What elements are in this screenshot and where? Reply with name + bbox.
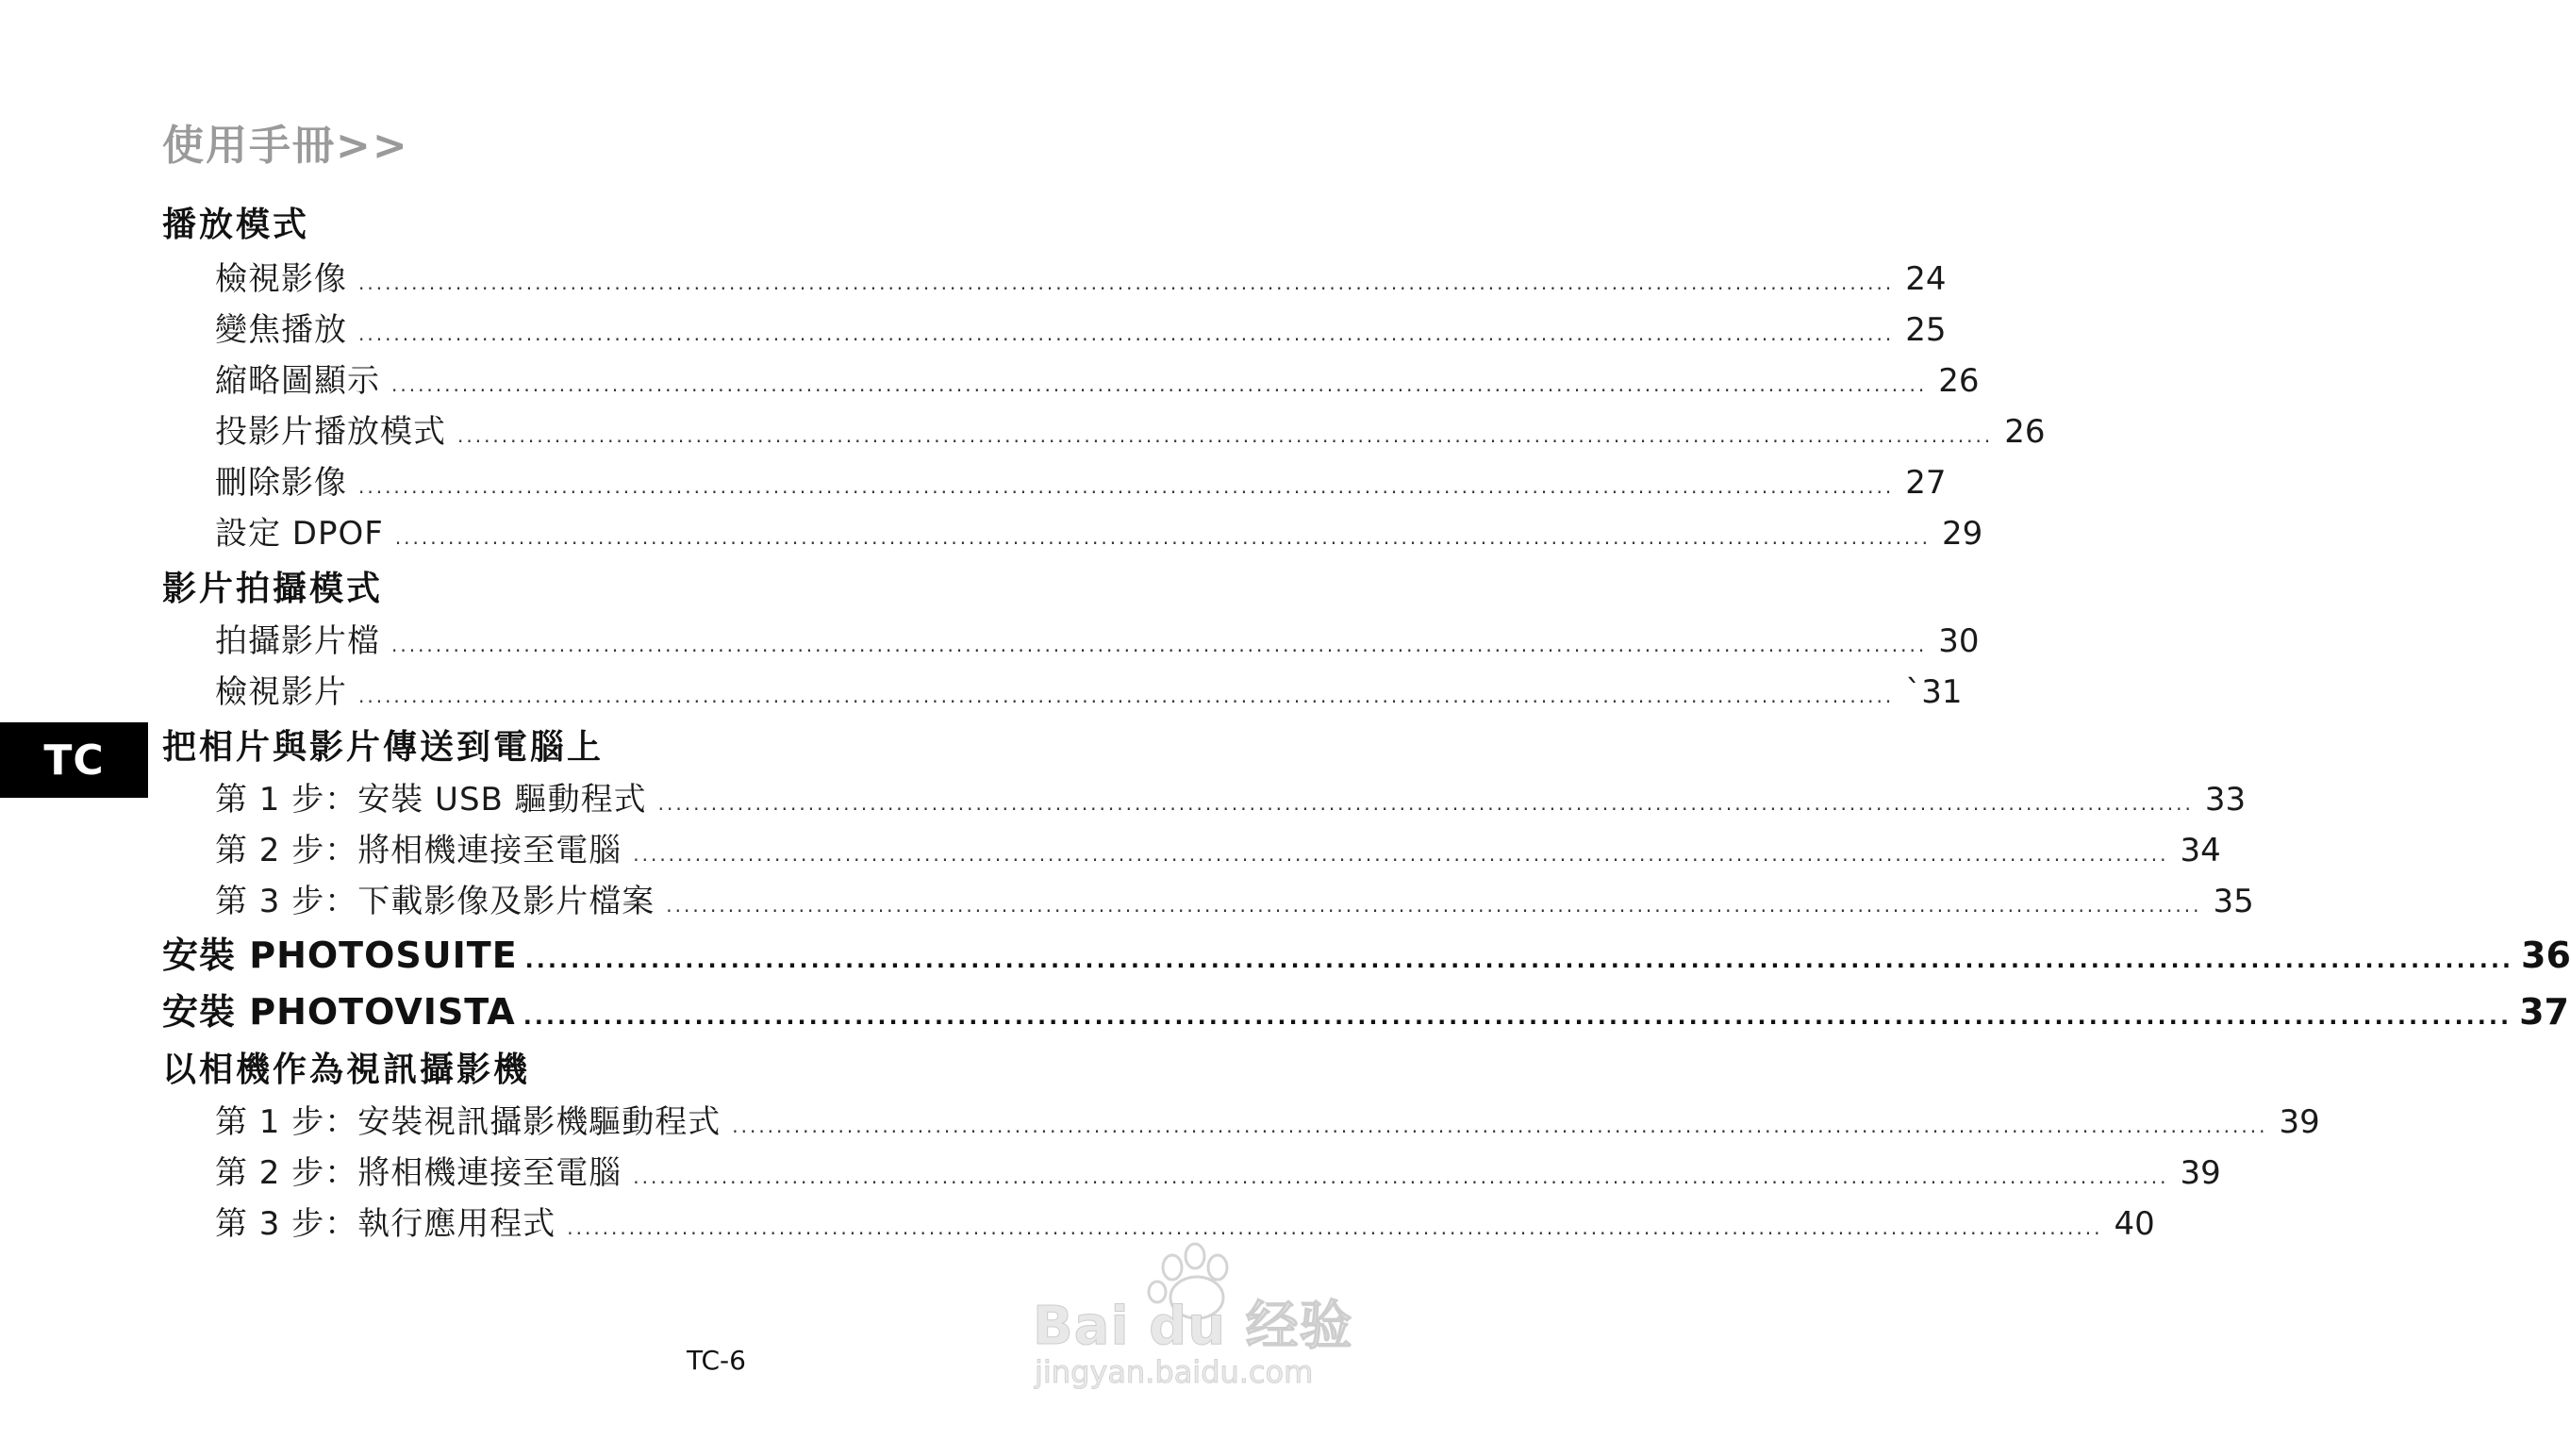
dot-leader: .............................................................................................................................................................................. <box>633 1166 2169 1188</box>
toc-entry-label: 第 3 步：執行應用程式 <box>215 1205 556 1243</box>
toc-entry[interactable] <box>215 615 1980 661</box>
language-tab: TC <box>0 722 148 798</box>
toc-entry-page: 26 <box>2004 413 2046 451</box>
section-title-movie: 影片拍攝模式 <box>162 570 384 608</box>
toc-entry-page: 27 <box>1905 464 1947 502</box>
page-header: 使用手冊>> <box>162 122 409 170</box>
toc-entry-page: 29 <box>1942 515 1983 553</box>
toc-entry[interactable] <box>215 1198 2155 1244</box>
toc-entry-page: 37 <box>2519 991 2569 1033</box>
watermark-brand: Bai du 经验 <box>1033 1296 1353 1357</box>
toc-entry-page: 39 <box>2279 1103 2320 1141</box>
toc-entry-label: 設定 DPOF <box>215 515 384 553</box>
toc-entry-label: 安裝 PHOTOVISTA <box>162 991 516 1033</box>
toc-entry[interactable] <box>215 666 1963 712</box>
toc-entry-page: 40 <box>2114 1205 2155 1243</box>
toc-entry-label: 變焦播放 <box>215 311 347 349</box>
toc-entry[interactable] <box>215 773 2247 819</box>
toc-entry-page: `31 <box>1905 673 1963 711</box>
toc-entry-label: 拍攝影片檔 <box>215 622 380 660</box>
toc-entry-label: 檢視影像 <box>215 260 347 298</box>
dot-leader: .............................................................................................................................................................................. <box>657 792 2194 815</box>
toc-entry-label: 縮略圖顯示 <box>215 362 380 400</box>
toc-entry-page: 30 <box>1938 622 1980 660</box>
toc-entry-page: 39 <box>2180 1154 2221 1192</box>
toc-entry[interactable] <box>215 824 2221 870</box>
watermark-url: jingyan.baidu.com <box>1035 1354 1314 1390</box>
dot-leader: .............................................................................................................................................................................. <box>666 894 2202 917</box>
toc-entry-label: 第 1 步：安裝 USB 驅動程式 <box>215 781 647 819</box>
dot-leader: .............................................................................................................................................................................. <box>358 272 1895 294</box>
dot-leader: .............................................................................................................................................................................. <box>358 685 1895 707</box>
section-title-transfer: 把相片與影片傳送到電腦上 <box>162 728 605 767</box>
dot-leader: .............................................................................................................................................................................. <box>391 373 1928 396</box>
dot-leader: .............................................................................................................................................................................. <box>457 424 1994 447</box>
toc-entry-label: 投影片播放模式 <box>215 413 446 451</box>
dot-leader: .............................................................................................................................................................................. <box>391 634 1928 656</box>
toc-entry-page: 25 <box>1905 311 1947 349</box>
toc-entry-page: 35 <box>2213 883 2254 920</box>
toc-entry-page: 26 <box>1938 362 1980 400</box>
dot-leader: .............................................................................................................................................................................. <box>524 947 2514 973</box>
toc-entry-label: 第 2 步：將相機連接至電腦 <box>215 1154 622 1192</box>
toc-entry-label: 檢視影片 <box>215 673 347 711</box>
toc-entry[interactable] <box>215 304 1947 350</box>
toc-entry-page: 36 <box>2521 935 2571 976</box>
toc-entry-page: 34 <box>2180 832 2221 869</box>
toc-entry[interactable] <box>215 507 1983 554</box>
toc-entry-page: 33 <box>2204 781 2247 819</box>
dot-leader: .............................................................................................................................................................................. <box>567 1216 2103 1239</box>
toc-entry-label: 安裝 PHOTOSUITE <box>162 935 518 976</box>
toc-entry-major[interactable] <box>162 926 2571 978</box>
section-title-playback: 播放模式 <box>162 206 310 244</box>
section-title-webcam: 以相機作為視訊攝影機 <box>162 1051 531 1089</box>
baidu-watermark <box>1033 1243 1372 1413</box>
toc-entry[interactable] <box>215 355 1980 401</box>
toc-entry-label: 刪除影像 <box>215 464 347 502</box>
dot-leader: .............................................................................................................................................................................. <box>522 1003 2513 1030</box>
dot-leader: .............................................................................................................................................................................. <box>732 1115 2268 1137</box>
toc-entry-label: 第 3 步：下載影像及影片檔案 <box>215 883 655 920</box>
dot-leader: .............................................................................................................................................................................. <box>394 526 1932 549</box>
toc-entry[interactable] <box>215 1147 2221 1193</box>
toc-entry[interactable] <box>215 456 1947 503</box>
dot-leader: .............................................................................................................................................................................. <box>633 843 2169 866</box>
toc-entry[interactable] <box>215 1096 2320 1142</box>
toc-entry-page: 24 <box>1905 260 1947 298</box>
dot-leader: .............................................................................................................................................................................. <box>358 475 1895 498</box>
page-number: TC-6 <box>687 1345 746 1376</box>
toc-entry[interactable] <box>215 875 2254 921</box>
toc-entry-label: 第 1 步：安裝視訊攝影機驅動程式 <box>215 1103 722 1141</box>
toc-entry[interactable] <box>215 405 2046 452</box>
toc-entry[interactable] <box>215 253 1947 299</box>
toc-entry-major[interactable] <box>162 983 2569 1034</box>
toc-entry-label: 第 2 步：將相機連接至電腦 <box>215 832 622 869</box>
dot-leader: .............................................................................................................................................................................. <box>358 323 1895 345</box>
